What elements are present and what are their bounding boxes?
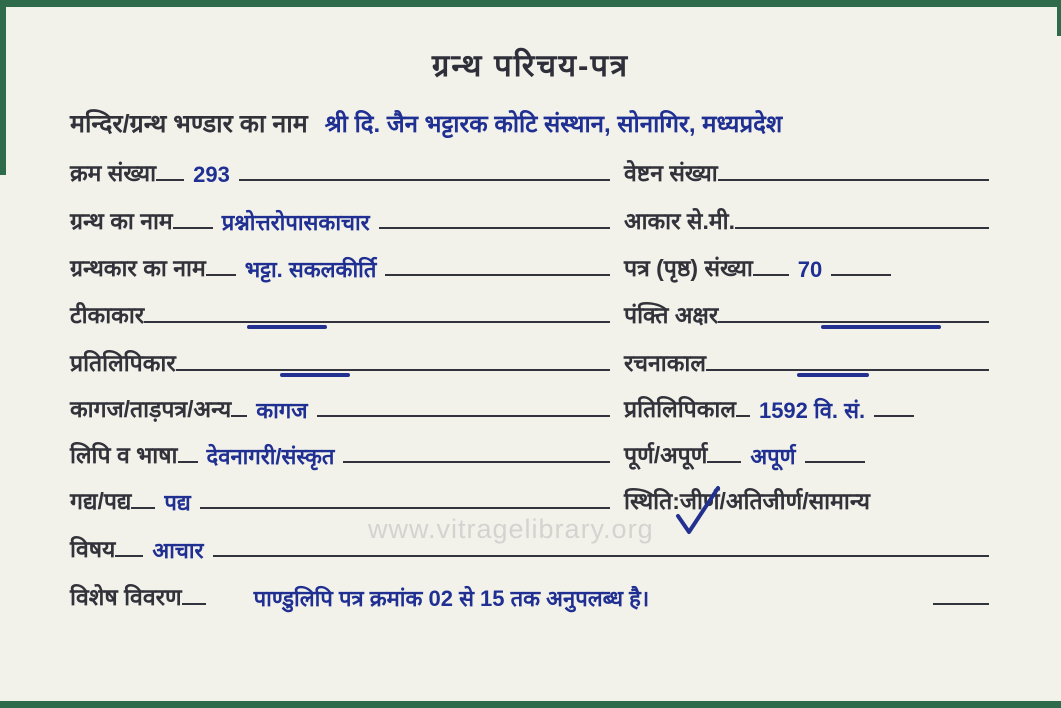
gadya-padya-value: पद्य (164, 489, 191, 515)
rule-line (144, 321, 610, 323)
rule-line (753, 274, 789, 276)
rule-line (178, 461, 198, 463)
sthiti-label (624, 487, 870, 516)
form-row-prose-verse (70, 480, 989, 516)
scan-edge-bottom (0, 701, 1061, 708)
rule-line (176, 369, 610, 371)
rule-line (156, 179, 184, 181)
lipi-bhasha-value: देवनागरी/संस्कृत (206, 443, 335, 469)
scan-edge-left (0, 0, 6, 175)
pankti-akshar-label: पंक्ति अक्षर (624, 302, 719, 329)
aakar-label: आकार से.मी. (624, 208, 735, 235)
lipi-bhasha-label: लिपि व भाषा (70, 442, 178, 469)
rule-line (173, 227, 213, 229)
rule-line (874, 415, 914, 417)
page-title: ग्रन्थ परिचय-पत्र (431, 48, 630, 83)
form-row-special-note (70, 576, 989, 612)
pratilipikal-label: प्रतिलिपिकाल (624, 396, 736, 423)
rule-line (831, 274, 891, 276)
bhandar-name-row (70, 100, 1021, 140)
rachnakal-label: रचनाकाल (624, 350, 706, 377)
form-row-tikakar (70, 294, 989, 330)
rule-line (231, 415, 247, 417)
rule-line (213, 555, 989, 557)
vishay-label: विषय (70, 536, 116, 563)
granthkar-value: भट्टा. सकलकीर्ति (244, 256, 377, 282)
purn-apurn-label: पूर्ण/अपूर्ण (624, 442, 708, 469)
bhandar-label: मन्दिर/ग्रन्थ भण्डार का नाम (70, 109, 308, 138)
form-row-granth-name (70, 200, 989, 236)
tikakar-label: टीकाकार (70, 302, 145, 329)
gadya-padya-label: गद्य/पद्य (70, 488, 132, 515)
blank-dash-mark (280, 373, 350, 377)
rule-line (317, 415, 610, 417)
rule-line (718, 179, 989, 181)
kagaj-label: कागज/ताड़पत्र/अन्य (70, 396, 232, 423)
rule-line (182, 603, 206, 605)
purn-apurn-value: अपूर्ण (750, 443, 796, 469)
kagaj-value: कागज (256, 397, 308, 423)
rule-line (385, 274, 610, 276)
blank-dash-mark (797, 373, 869, 377)
rule-line (200, 507, 610, 509)
scan-edge-right (1057, 0, 1061, 36)
sthiti-other-options: /अतिजीर्ण/सामान्य (719, 488, 870, 515)
rule-line (706, 369, 989, 371)
granthkar-label: ग्रन्थकार का नाम (70, 255, 206, 282)
kram-sankhya-value: 293 (193, 161, 230, 187)
form-row-pratilipikar (70, 342, 989, 378)
scan-edge-top (0, 0, 1061, 7)
vishay-value: आचार (152, 537, 204, 563)
form-row-material (70, 388, 989, 424)
pratilipikar-label: प्रतिलिपिकार (70, 350, 176, 377)
rule-line (707, 461, 741, 463)
rule-line (736, 415, 750, 417)
veshtan-sankhya-label: वेष्टन संख्या (624, 160, 718, 187)
rule-line (115, 555, 143, 557)
patra-sankhya-value: 70 (797, 256, 823, 282)
pratilipikal-value: 1592 वि. सं. (758, 397, 866, 423)
granth-naam-label: ग्रन्थ का नाम (70, 208, 173, 235)
granth-naam-value: प्रश्नोत्तरोपासकाचार (221, 209, 370, 235)
rule-line (718, 321, 989, 323)
rule-line (239, 179, 610, 181)
blank-dash-mark (821, 325, 941, 329)
rule-line (343, 461, 610, 463)
kram-sankhya-label: क्रम संख्या (70, 160, 157, 187)
form-row-author (70, 247, 989, 283)
vishesh-vivaran-value: पाण्डुलिपि पत्र क्रमांक 02 से 15 तक अनुपलब्ध है। (253, 585, 650, 611)
watermark-text: www.vitragelibrary.org (368, 514, 654, 544)
sthiti-prefix: स्थिति: (624, 488, 680, 515)
form-row-script-language (70, 434, 989, 470)
rule-line (379, 227, 610, 229)
rule-line (933, 603, 989, 605)
rule-line (735, 227, 989, 229)
rule-line (131, 507, 155, 509)
blank-dash-mark (247, 325, 327, 329)
rule-line (206, 274, 236, 276)
form-row-serial (70, 152, 989, 188)
bhandar-value: श्री दि. जैन भट्टारक कोटि संस्थान, सोनागिर, मध्यप्रदेश (324, 111, 783, 138)
vishesh-vivaran-label: विशेष विवरण (70, 584, 182, 611)
patra-sankhya-label: पत्र (पृष्ठ) संख्या (624, 255, 753, 282)
rule-line (805, 461, 865, 463)
sthiti-checked-option: जीर्ण (680, 487, 720, 516)
